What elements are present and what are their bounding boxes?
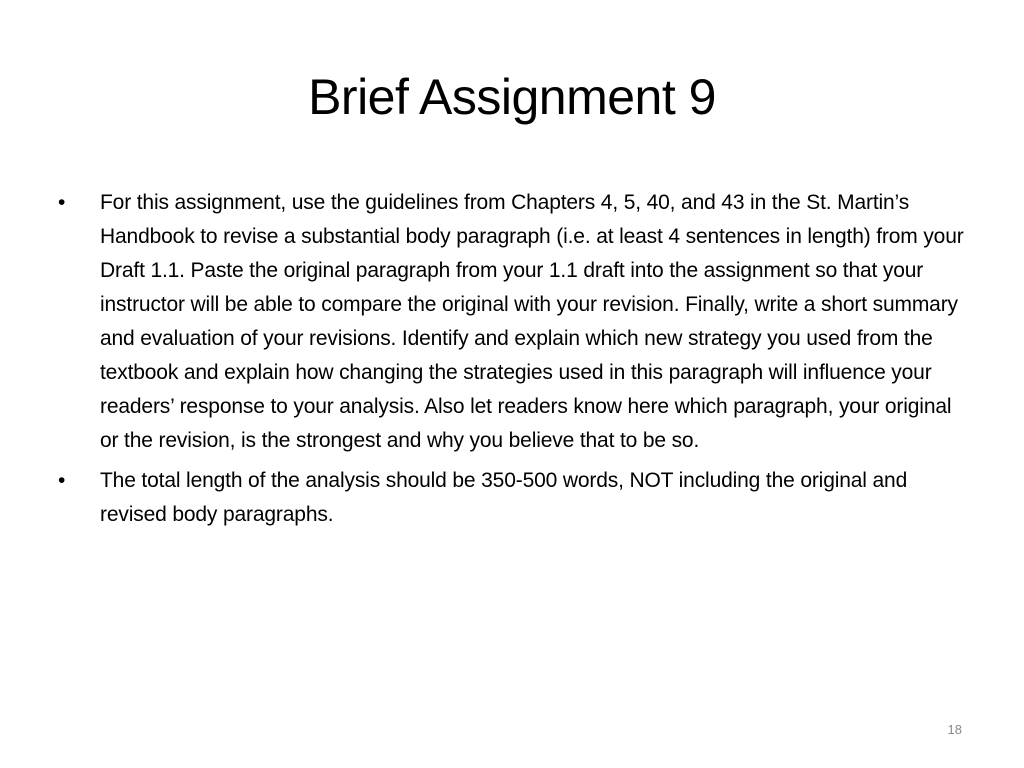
- bullet-icon: •: [58, 191, 66, 214]
- bullet-item-2: [58, 464, 968, 532]
- bullet-text-1: For this assignment, use the guidelines from Chapters 4, 5, 40, and 43 in the St. Martin’s Handbook to revise a substantial body paragraph (i.e. at least 4 sentences in length) from your Draft 1.1. Paste the original paragraph from your 1.1 draft into the assignment so that your instructor will be able to compare the original with your revision. Finally, write a short summary and evaluation of your revisions. Identify and explain which new strategy you used from the textbook and explain how changing the strategies used in this paragraph will influence your readers’ response to your analysis. Also let readers know here which paragraph, your original or the revision, is the strongest and why you believe that to be so.: [100, 191, 964, 452]
- bullet-icon: •: [58, 469, 66, 492]
- slide-title: Brief Assignment 9: [308, 69, 716, 125]
- bullet-item-1: [58, 186, 968, 458]
- bullet-text-2: The total length of the analysis should be 350-500 words, NOT including the original and revised body paragraphs.: [100, 469, 908, 526]
- slide-number: 18: [947, 722, 962, 737]
- bullet-list: [58, 186, 968, 538]
